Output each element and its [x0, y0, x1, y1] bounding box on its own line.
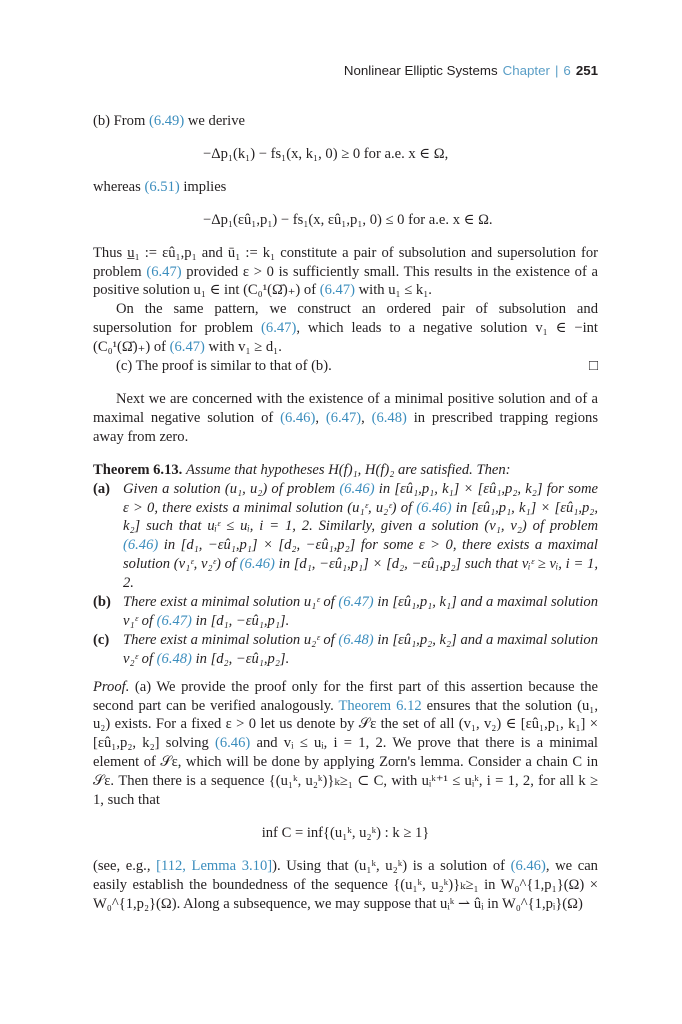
item-label: (a): [93, 480, 111, 497]
header-separator: |: [554, 63, 559, 78]
equation-link[interactable]: (6.46): [239, 556, 275, 573]
item-label: (c): [93, 631, 110, 648]
theorem-heading: [93, 461, 598, 480]
theorem-item-b: (b) There exist a minimal solution u₁ᵋ of (6.47) in [εû₁,p₁, k₁] and a maximal solution v₁ᵋ of (6.47) in [d₁, −εû₁,p₁].: [93, 594, 598, 629]
equation-link[interactable]: (6.47): [325, 409, 362, 426]
theorem-link[interactable]: Theorem 6.12: [338, 697, 422, 714]
equation-link[interactable]: (6.46): [339, 480, 375, 497]
equation-link[interactable]: (6.47): [319, 282, 355, 299]
item-label: (b): [93, 594, 111, 611]
paragraph-thus: Thus u̲₁ := εû₁,p₁ and ū₁ := k₁ constitute a pair of subsolution and supersolution for problem (6.47) provided ε > 0 is sufficiently small. This results in the existence of a positive solution u₁ ∈ int (C₀¹(Ω̄)₊) of (6.47) with u₁ ≤ k₁.: [93, 244, 598, 299]
equation-link[interactable]: (6.49): [148, 113, 185, 129]
qed-symbol: □: [588, 358, 598, 375]
chapter-number: 6: [563, 63, 571, 78]
equation-link[interactable]: (6.48): [371, 409, 407, 426]
page-body: [93, 112, 598, 914]
page-number: 251: [575, 63, 598, 78]
equation-link[interactable]: (6.48): [156, 650, 192, 667]
equation-link[interactable]: (6.46): [123, 537, 159, 554]
theorem-title: Theorem 6.13.: [93, 461, 183, 478]
display-equation-3: inf C = inf{(u₁ᵏ, u₂ᵏ) : k ≥ 1}: [261, 825, 430, 841]
theorem-item-c: (c) There exist a minimal solution u₂ᵋ of (6.48) in [εû₁,p₂, k₂] and a maximal solution v₂ᵋ of (6.48) in [d₂, −εû₁,p₂].: [93, 631, 598, 667]
running-title: Nonlinear Elliptic Systems: [343, 63, 498, 78]
equation-link[interactable]: (6.46): [214, 735, 251, 752]
chapter-word: Chapter: [502, 63, 550, 78]
paragraph-c-proof: (c) The proof is similar to that of (b). □: [116, 358, 598, 375]
display-equation-1: −Δp₁(k₁) − fs₁(x, k₁, 0) ≥ 0 for a.e. x ∈ Ω,: [203, 145, 449, 162]
equation-link[interactable]: (6.46): [280, 409, 316, 426]
equation-link[interactable]: (6.46): [510, 857, 546, 874]
proof-paragraph: Proof. (a) We provide the proof only for the first part of this assertion because the second part can be verified analogously. Theorem 6.12 ensures that the solution (u₁, u₂) exists. For a fixed ε > 0 let us denote by 𝒮ε the set of all (v₁, v₂) ∈ [εû₁,p₁, k₁] × [εû₁,p₂, k₂] solving (6.46) and vᵢ ≤ uᵢ, i = 1, 2. We prove that there is a minimal element of 𝒮ε, which will be done by applying Zorn's lemma. Consider a chain C in 𝒮ε. Then there is a sequence {(u₁ᵏ, u₂ᵏ)}ₖ≥₁ ⊂ C, with uᵢᵏ⁺¹ ≤ uᵢᵏ, i = 1, 2, for all k ≥ 1, such that: [93, 678, 598, 809]
equation-link[interactable]: (6.47): [169, 339, 205, 356]
equation-link[interactable]: (6.47): [156, 612, 192, 629]
paragraph-next: Next we are concerned with the existence of a minimal positive solution and of a maximal negative solution of (6.46), (6.47), (6.48) in prescribed trapping regions away from zero.: [93, 390, 598, 445]
theorem-item-a: (a) Given a solution (u₁, u₂) of problem (6.46) in [εû₁,p₁, k₁] × [εû₁,p₂, k₂] for some ε > 0, there exists a minimal solution (u₁ᵋ, u₂ᵋ) of (6.46) in [εû₁,p₁, k₁] × [εû₁,p₂, k₂] such that uᵢᵋ ≤ uᵢ, i = 1, 2. Similarly, given a solution (v₁, v₂) of problem (6.46) in [d₁, −εû₁,p₁] × [d₂, −εû₁,p₂] for some ε > 0, there exists a maximal solution (v₁ᵋ, v₂ᵋ) of (6.46) in [d₁, −εû₁,p₁] × [d₂, −εû₁,p₂] such that vᵢᵋ ≥ vᵢ, i = 1, 2.: [93, 480, 598, 592]
paragraph-same-pattern: On the same pattern, we construct an ordered pair of subsolution and supersolution for problem (6.47), which leads to a negative solution v₁ ∈ −int (C₀¹(Ω̄)₊) of (6.47) with v₁ ≥ d₁.: [93, 301, 598, 356]
equation-link[interactable]: (6.51): [144, 178, 180, 195]
proof-continuation: (see, e.g., [112, Lemma 3.10]). Using that (u₁ᵏ, u₂ᵏ) is a solution of (6.46), we can easily establish the boundedness of the sequence {(u₁ᵏ, u₂ᵏ)}ₖ≥₁ in W₀^{1,p₁}(Ω) × W₀^{1,p₂}(Ω). Along a subsequence, we may suppose that uᵢᵏ ⇀ ûᵢ in W₀^{1,pᵢ}(Ω): [93, 857, 598, 912]
proof-label: Proof.: [93, 678, 130, 695]
equation-link[interactable]: (6.47): [146, 263, 182, 280]
equation-link[interactable]: (6.46): [416, 499, 452, 516]
running-header: [93, 63, 598, 83]
display-equation-2: −Δp₁(εû₁,p₁) − fs₁(x, εû₁,p₁, 0) ≤ 0 for a.e. x ∈ Ω.: [203, 211, 493, 228]
equation-link[interactable]: (6.47): [338, 594, 374, 611]
paragraph-b-intro: (b) From (6.49) we derive: [93, 113, 245, 129]
citation-link[interactable]: [112, Lemma 3.10]: [156, 857, 273, 874]
paragraph-whereas: whereas (6.51) implies: [93, 178, 227, 195]
theorem-statement: Assume that hypotheses H(f)₁, H(f)₂ are satisfied. Then:: [185, 461, 511, 478]
equation-link[interactable]: (6.48): [338, 631, 374, 648]
equation-link[interactable]: (6.47): [261, 320, 297, 337]
